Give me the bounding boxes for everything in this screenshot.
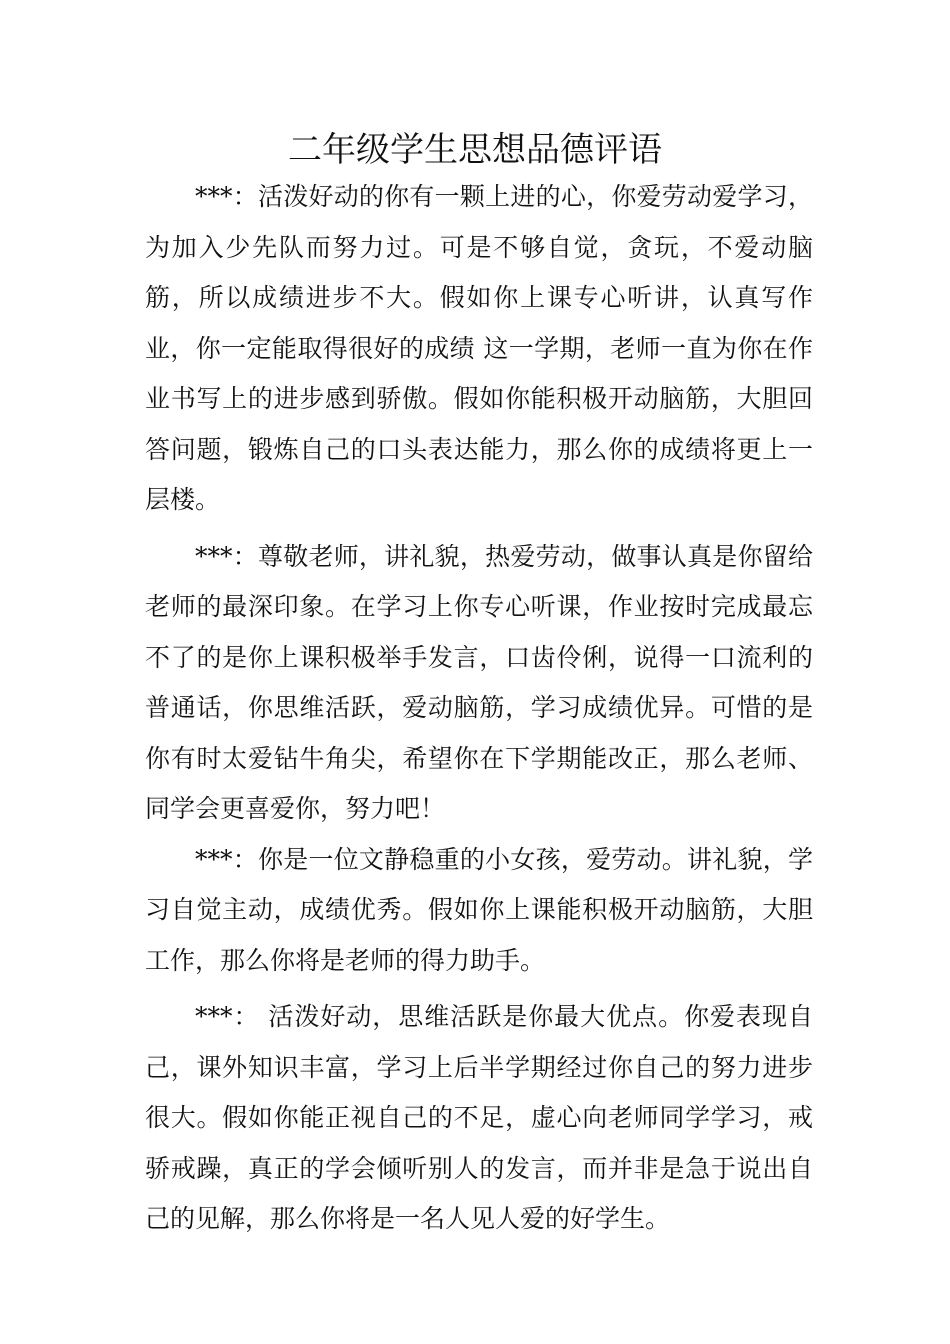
document-body (145, 172, 813, 1245)
comment-paragraph-4: ***： 活泼好动，思维活跃是你最大优点。你爱表现自己，课外知识丰富，学习上后半学期经过你自己的努力进步很大。假如你能正视自己的不足，虚心向老师同学学习，戒骄戒躁，真正的学会倾听别人的发言，而并非是急于说出自己的见解，那么你将是一名人见人爱的好学生。 (145, 1002, 813, 1233)
document-title: 二年级学生思想品德评语 (288, 130, 662, 170)
comment-paragraph-3: ***：你是一位文静稳重的小女孩，爱劳动。讲礼貌，学习自觉主动，成绩优秀。假如你上课能积极开动脑筋，大胆工作，那么你将是老师的得力助手。 (145, 844, 813, 975)
comment-paragraph-1: ***：活泼好动的你有一颗上进的心，你爱劳动爱学习，为加入少先队而努力过。可是不够自觉，贪玩，不爱动脑筋，所以成绩进步不大。假如你上课专心听讲，认真写作业，你一定能取得很好的成绩 这一学期，老师一直为你在作业书写上的进步感到骄傲。假如你能积极开动脑筋，大胆回答问题，锻炼自己的口头表达能力，那么你的成绩将更上一层楼。 (145, 182, 813, 514)
comment-paragraph-2: ***：尊敬老师，讲礼貌，热爱劳动，做事认真是你留给老师的最深印象。在学习上你专心听课，作业按时完成最忘不了的是你上课积极举手发言，口齿伶俐，说得一口流利的普通话，你思维活跃，爱动脑筋，学习成绩优异。可惜的是你有时太爱钻牛角尖，希望你在下学期能改正，那么老师、同学会更喜爱你，努力吧！ (145, 541, 813, 823)
